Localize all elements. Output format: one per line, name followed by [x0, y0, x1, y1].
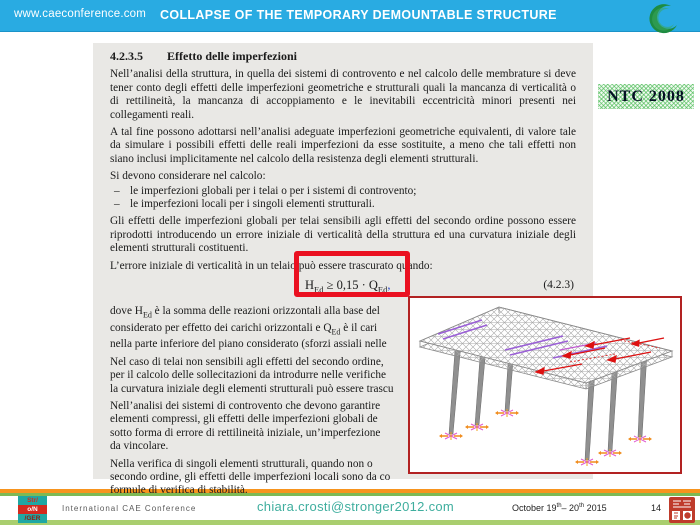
stronger-logo-row: /GER: [24, 515, 41, 522]
paragraph-errore-iniziale: L’errore iniziale di verticalità in un telaio può essere trascurato quando:: [110, 259, 433, 272]
stronger-logo-row: o/N: [18, 505, 47, 514]
slide-title: COLLAPSE OF THE TEMPORARY DEMOUNTABLE STRUCTURE: [160, 8, 557, 22]
list-item-text: le imperfezioni globali per i telai o per i sistemi di controvento;: [130, 184, 417, 197]
email-link[interactable]: chiara.crosti@stronger2012.com: [257, 499, 455, 514]
paragraph-a-tal-fine: A tal fine possono adottarsi nell’analisi adeguate imperfezioni geometriche equivalenti, di valore tale da simulare i possibili effetti delle reali imperfezioni da esse sostituite, a meno che tali effetti non siano inclusi implicitamente nel calcolo della resistenza degli elementi strutturali.: [110, 126, 576, 165]
paragraph-dove-hed: dove $H_{Ed}$ è la somma delle reazioni orizzontali alla base del considerato per effetto dei carichi orizzontali e $Q_{Ed}$ è il cari nella parte inferiore del piano considerato (sforzi assiali nelle: [110, 305, 387, 351]
event-date: October 19th– 20th 2015: [512, 503, 607, 513]
dash-marker: –: [114, 184, 120, 197]
seal-stamp-icon: [669, 497, 695, 523]
ntc-2008-badge: NTC 2008: [598, 84, 694, 109]
formula: $H_{Ed} \ge 0,15 \cdot Q_{Ed}$,: [305, 278, 391, 295]
section-heading: [110, 50, 576, 63]
structural-model-drawing: [410, 298, 680, 472]
dash-marker: –: [114, 198, 120, 211]
list-item-text: le imperfezioni locali per i singoli elementi strutturali.: [130, 198, 375, 211]
stronger-2012-logo: [18, 496, 47, 523]
paragraph-si-devono: Si devono considerare nel calcolo:: [110, 170, 266, 183]
paragraph-nella-verifica: Nella verifica di singoli elementi strutturali, quando non o secondo ordine, gli effetti delle imperfezioni locali sono da co formule di verifica di stabilità.: [110, 457, 391, 497]
section-number: 4.2.3.5: [110, 49, 143, 63]
page-number: 14: [651, 503, 662, 513]
formula-comma: ,: [387, 278, 391, 293]
paragraph-nellanalisi-controvento: Nell’analisi dei sistemi di controvento che devono garantire elementi compressi, gli effetti delle imperfezioni globali de sotto forma di errore di rettilineità iniziale, un’imperfezione da vincolare.: [110, 400, 381, 453]
support-icons: [439, 409, 652, 466]
structural-model-figure: [408, 296, 682, 474]
cae-crescent-logo-icon: [644, 3, 682, 37]
header-bar: [0, 0, 700, 32]
footer-bottom-rule: [0, 520, 700, 525]
list-item-globali: [110, 185, 576, 198]
formula-highlight-box: [294, 251, 410, 297]
paragraph-effetti-globali: Gli effetti delle imperfezioni globali per telai sensibili agli effetti del secondo ordine possono essere riprodotti introducendo un errore iniziale di verticalità della struttura ed una curvatura iniziale degli elementi strutturali costituenti.: [110, 215, 576, 255]
paragraph-nel-caso: Nel caso di telai non sensibili agli effetti del secondo ordine, per il calcolo delle sollecitazioni da introdurre nelle verifiche la curvatura iniziale degli elementi strutturali può essere trascu: [110, 355, 394, 395]
conference-label: International CAE Conference: [62, 504, 197, 513]
stronger-logo-row: Str/: [27, 497, 38, 504]
paragraph-imperfezioni: Nell’analisi della struttura, in quella dei sistemi di controvento e nel calcolo delle membrature si deve tener conto degli effetti delle imperfezioni geometriche e strutturali quali la mancanza di verticalità o di rettilineità, la mancanza di accoppiamento e le inevitabili eccentricità minori presenti nei collegamenti reali.: [110, 68, 576, 121]
header-url[interactable]: www.caeconference.com: [14, 8, 147, 20]
equation-number: (4.2.3): [543, 279, 574, 292]
list-item-locali: [110, 198, 576, 211]
section-title: Effetto delle imperfezioni: [167, 49, 297, 63]
